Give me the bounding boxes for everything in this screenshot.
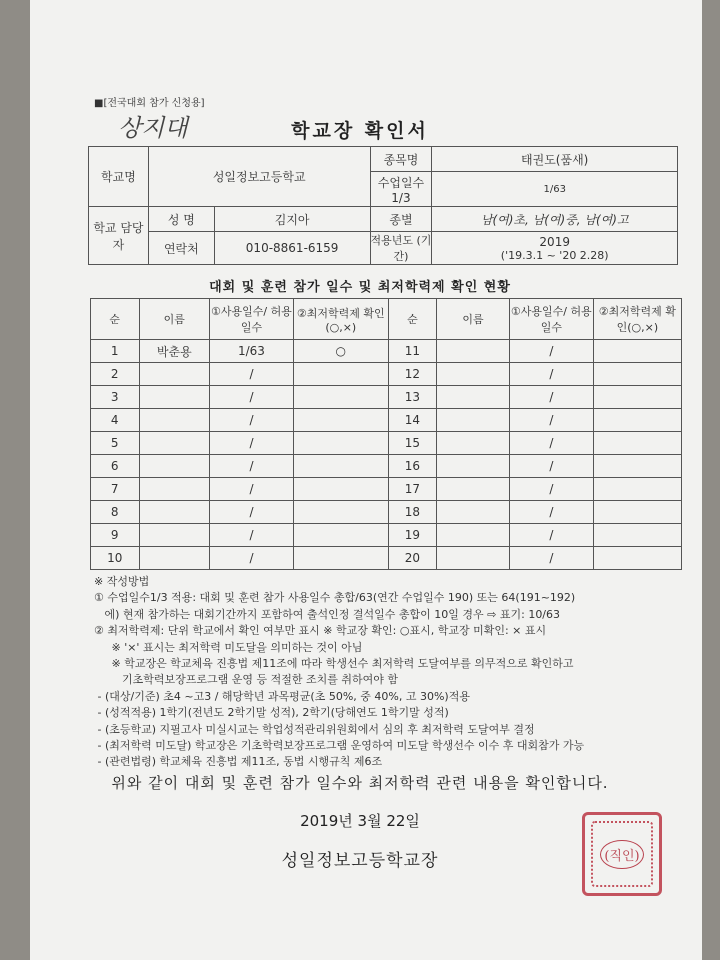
school-value: 성일정보고등학교 bbox=[148, 147, 370, 207]
note-line: - (관련법령) 학교체육 진흥법 제11조, 동법 시행규칙 제6조 bbox=[94, 755, 383, 769]
year-cell bbox=[432, 232, 678, 265]
cell-l-min bbox=[293, 547, 388, 570]
col-seq-right: 순 bbox=[388, 299, 437, 340]
cell-l-days: / bbox=[210, 363, 294, 386]
cell-r-name bbox=[437, 478, 510, 501]
cell-r-days: / bbox=[509, 363, 593, 386]
cell-r-days: / bbox=[509, 524, 593, 547]
cell-r-days: / bbox=[509, 455, 593, 478]
note-line: ① 수업일수1/3 적용: 대회 및 훈련 참가 사용일수 총합/63(연간 수업일수 190) 또는 64(191~192) bbox=[94, 591, 576, 605]
name-value: 김지아 bbox=[214, 207, 370, 232]
cell-l-no: 7 bbox=[91, 478, 140, 501]
table-row bbox=[91, 501, 682, 524]
cell-l-days: / bbox=[210, 478, 294, 501]
cell-l-no: 5 bbox=[91, 432, 140, 455]
cell-r-no: 16 bbox=[388, 455, 437, 478]
cell-l-no: 4 bbox=[91, 409, 140, 432]
cell-r-name bbox=[437, 363, 510, 386]
writing-instructions bbox=[94, 574, 694, 771]
note-line: - (대상/기준) 초4 ~고3 / 해당학년 과목평균(초 50%, 중 40%, 고 30%)적용 bbox=[94, 689, 470, 703]
note-line: - (성적적용) 1학기(전년도 2학기말 성적), 2학기(당해연도 1학기말 성적) bbox=[94, 706, 449, 720]
col-name-right: 이름 bbox=[437, 299, 510, 340]
cell-l-days: / bbox=[210, 501, 294, 524]
cell-l-days: / bbox=[210, 432, 294, 455]
handwritten-note: 상지대 bbox=[118, 114, 188, 142]
cell-l-days: / bbox=[210, 386, 294, 409]
cell-l-days: 1/63 bbox=[210, 340, 294, 363]
cell-r-name bbox=[437, 547, 510, 570]
note-line: - (최저학력 미도달) 학교장은 기초학력보장프로그램 운영하여 미도달 학생선수 이수 후 대회참가 가능 bbox=[94, 739, 585, 753]
classdays-label: 수업일수 1/3 bbox=[370, 172, 432, 207]
school-info-table bbox=[88, 146, 678, 265]
table-row bbox=[91, 363, 682, 386]
cell-r-days: / bbox=[509, 478, 593, 501]
cell-r-days: / bbox=[509, 501, 593, 524]
cell-l-days: / bbox=[210, 455, 294, 478]
cell-r-no: 15 bbox=[388, 432, 437, 455]
cell-r-days: / bbox=[509, 547, 593, 570]
document-title: 학교장 확인서 bbox=[291, 120, 429, 142]
cell-r-no: 11 bbox=[388, 340, 437, 363]
col-min-left: ②최저학력제 확인(○,×) bbox=[293, 299, 388, 340]
cell-r-no: 19 bbox=[388, 524, 437, 547]
cell-r-name bbox=[437, 340, 510, 363]
cell-r-no: 13 bbox=[388, 386, 437, 409]
cell-r-no: 18 bbox=[388, 501, 437, 524]
cell-r-min bbox=[593, 547, 681, 570]
table-row bbox=[91, 547, 682, 570]
form-tag: ■[전국대회 참가 신청용] bbox=[94, 98, 205, 109]
table-row bbox=[91, 386, 682, 409]
cell-l-no: 6 bbox=[91, 455, 140, 478]
cell-l-min bbox=[293, 386, 388, 409]
cell-l-no: 9 bbox=[91, 524, 140, 547]
cell-r-no: 17 bbox=[388, 478, 437, 501]
cell-l-min bbox=[293, 478, 388, 501]
cell-r-no: 12 bbox=[388, 363, 437, 386]
cell-l-name bbox=[139, 455, 210, 478]
name-label: 성 명 bbox=[148, 207, 214, 232]
cell-l-name bbox=[139, 409, 210, 432]
cell-r-min bbox=[593, 501, 681, 524]
cell-l-days: / bbox=[210, 409, 294, 432]
cell-l-name bbox=[139, 524, 210, 547]
year-label: 적용년도 (기간) bbox=[370, 232, 432, 265]
official-seal bbox=[582, 812, 662, 896]
table-body bbox=[91, 340, 682, 570]
cell-l-days: / bbox=[210, 524, 294, 547]
col-seq-left: 순 bbox=[91, 299, 140, 340]
col-name-left: 이름 bbox=[139, 299, 210, 340]
cell-l-no: 3 bbox=[91, 386, 140, 409]
cell-l-no: 10 bbox=[91, 547, 140, 570]
seal-label: (직인) bbox=[600, 840, 643, 869]
note-line: - (초등학교) 지필고사 미실시교는 학업성적관리위원회에서 심의 후 최저학력 도달여부 결정 bbox=[94, 722, 535, 736]
cell-r-name bbox=[437, 524, 510, 547]
note-line: ※ 작성방법 bbox=[94, 575, 150, 588]
col-min-right: ②최저학력제 확인(○,×) bbox=[593, 299, 681, 340]
contact-label: 학교 담당자 bbox=[89, 207, 149, 265]
issue-date: 2019년 3월 22일 bbox=[300, 812, 420, 830]
cell-l-name bbox=[139, 363, 210, 386]
category-label: 종별 bbox=[370, 207, 432, 232]
section-title: 대회 및 훈련 참가 일수 및 최저학력제 확인 현황 bbox=[209, 280, 511, 295]
cell-r-min bbox=[593, 524, 681, 547]
cell-l-no: 2 bbox=[91, 363, 140, 386]
cell-l-min bbox=[293, 432, 388, 455]
cell-r-days: / bbox=[509, 340, 593, 363]
cell-r-name bbox=[437, 501, 510, 524]
note-line: ※ '×' 표시는 최저학력 미도달을 의미하는 것이 아님 bbox=[94, 640, 363, 654]
cell-r-days: / bbox=[509, 409, 593, 432]
cell-r-days: / bbox=[509, 432, 593, 455]
school-label: 학교명 bbox=[89, 147, 149, 207]
table-row bbox=[91, 409, 682, 432]
table-row bbox=[91, 524, 682, 547]
cell-r-name bbox=[437, 455, 510, 478]
col-days-right: ①사용일수/ 허용일수 bbox=[509, 299, 593, 340]
cell-l-min bbox=[293, 409, 388, 432]
cell-r-name bbox=[437, 386, 510, 409]
cell-r-min bbox=[593, 363, 681, 386]
table-row bbox=[91, 432, 682, 455]
cell-r-min bbox=[593, 409, 681, 432]
cell-l-no: 1 bbox=[91, 340, 140, 363]
cell-l-name bbox=[139, 386, 210, 409]
cell-l-min bbox=[293, 363, 388, 386]
cell-l-name bbox=[139, 432, 210, 455]
cell-r-min bbox=[593, 432, 681, 455]
table-row bbox=[91, 455, 682, 478]
note-line: 에) 현재 참가하는 대회기간까지 포함하여 출석인정 결석일수 총합이 10일 경우 ⇨ 표기: 10/63 bbox=[94, 607, 561, 621]
col-days-left: ①사용일수/ 허용일수 bbox=[210, 299, 294, 340]
category-value: 남(여)초, 남(여)중, 남(여)고 bbox=[432, 207, 678, 232]
phone-label: 연락처 bbox=[148, 232, 214, 265]
cell-r-min bbox=[593, 340, 681, 363]
phone-value: 010-8861-6159 bbox=[214, 232, 370, 265]
year-value: 2019 bbox=[539, 234, 570, 249]
cell-l-name bbox=[139, 547, 210, 570]
cell-r-name bbox=[437, 409, 510, 432]
cell-l-name bbox=[139, 478, 210, 501]
note-line: ※ 학교장은 학교체육 진흥법 제11조에 따라 학생선수 최저학력 도달여부를 의무적으로 확인하고 bbox=[94, 657, 574, 671]
cell-r-min bbox=[593, 478, 681, 501]
cell-r-min bbox=[593, 386, 681, 409]
cell-l-no: 8 bbox=[91, 501, 140, 524]
table-row bbox=[91, 478, 682, 501]
cell-r-days: / bbox=[509, 386, 593, 409]
cell-l-min bbox=[293, 455, 388, 478]
note-line: ② 최저학력제: 단위 학교에서 확인 여부만 표시 ※ 학교장 확인: ○표시, 학교장 미확인: × 표시 bbox=[94, 624, 547, 638]
event-value: 태권도(품새) bbox=[432, 147, 678, 172]
classdays-value: 1/63 bbox=[432, 172, 678, 207]
period-value: ('19.3.1 ~ '20 2.28) bbox=[500, 248, 609, 262]
note-line: 기초학력보장프로그램 운영 등 적절한 조치를 취하여야 함 bbox=[94, 673, 398, 687]
cell-l-days: / bbox=[210, 547, 294, 570]
cell-l-min: ○ bbox=[293, 340, 388, 363]
cell-r-no: 20 bbox=[388, 547, 437, 570]
principal-school: 성일정보고등학교장 bbox=[281, 851, 439, 871]
cell-r-no: 14 bbox=[388, 409, 437, 432]
cell-r-min bbox=[593, 455, 681, 478]
cell-l-name: 박춘용 bbox=[139, 340, 210, 363]
table-row bbox=[91, 340, 682, 363]
cell-l-min bbox=[293, 524, 388, 547]
event-label: 종목명 bbox=[370, 147, 432, 172]
cell-r-name bbox=[437, 432, 510, 455]
table-header bbox=[91, 299, 682, 340]
cell-l-min bbox=[293, 501, 388, 524]
confirmation-statement: 위와 같이 대회 및 훈련 참가 일수와 최저학력 관련 내용을 확인합니다. bbox=[111, 774, 609, 792]
participation-table bbox=[90, 298, 682, 570]
cell-l-name bbox=[139, 501, 210, 524]
